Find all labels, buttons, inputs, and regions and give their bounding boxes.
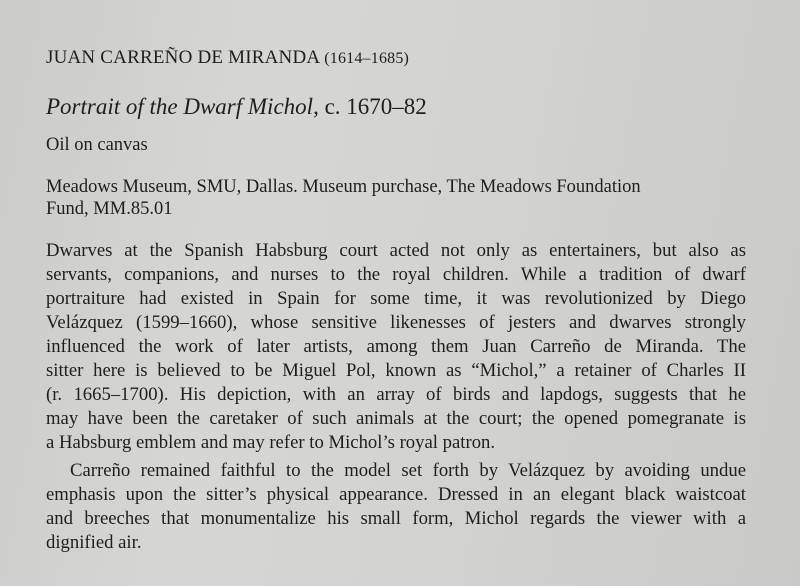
description-line: a Habsburg emblem and may refer to Michol’s royal patron. xyxy=(46,432,496,453)
artwork-date: , c. 1670–82 xyxy=(313,94,427,119)
artist-dates: (1614–1685) xyxy=(324,50,410,67)
description-line: servants, companions, and nurses to the royal children. While a tradition of dwarf xyxy=(46,264,746,285)
description-line: Dwarves at the Spanish Habsburg court acted not only as entertainers, but also as xyxy=(46,240,746,261)
description-line: and breeches that monumentalize his small form, Michol regards the viewer with a xyxy=(46,508,746,529)
description-line: Velázquez (1599–1660), whose sensitive likenesses of jesters and dwarves strongly xyxy=(46,312,746,333)
artist-heading xyxy=(46,47,409,70)
artwork-medium: Oil on canvas xyxy=(46,135,148,155)
description-line: may have been the caretaker of such animals at the court; the opened pomegranate is xyxy=(46,408,746,429)
artwork-title: Portrait of the Dwarf Michol xyxy=(46,94,314,119)
credit-line: Meadows Museum, SMU, Dallas. Museum purchase, The Meadows Foundation xyxy=(46,177,641,197)
artwork-title-line xyxy=(46,94,427,120)
credit-line: Fund, MM.85.01 xyxy=(46,199,173,219)
description-line: sitter here is believed to be Miguel Pol, known as “Michol,” a retainer of Charles II xyxy=(46,360,746,381)
description-line: influenced the work of later artists, among them Juan Carreño de Miranda. The xyxy=(46,336,746,357)
description-line: Carreño remained faithful to the model set forth by Velázquez by avoiding undue xyxy=(70,460,746,481)
description-line: portraiture had existed in Spain for some time, it was revolutionized by Diego xyxy=(46,288,746,309)
description-line: dignified air. xyxy=(46,532,142,553)
description-line: emphasis upon the sitter’s physical appearance. Dressed in an elegant black waistcoat xyxy=(46,484,746,505)
artist-name: JUAN CARREÑO DE MIRANDA xyxy=(46,47,320,68)
description-line: (r. 1665–1700). His depiction, with an array of birds and lapdogs, suggests that he xyxy=(46,384,746,405)
